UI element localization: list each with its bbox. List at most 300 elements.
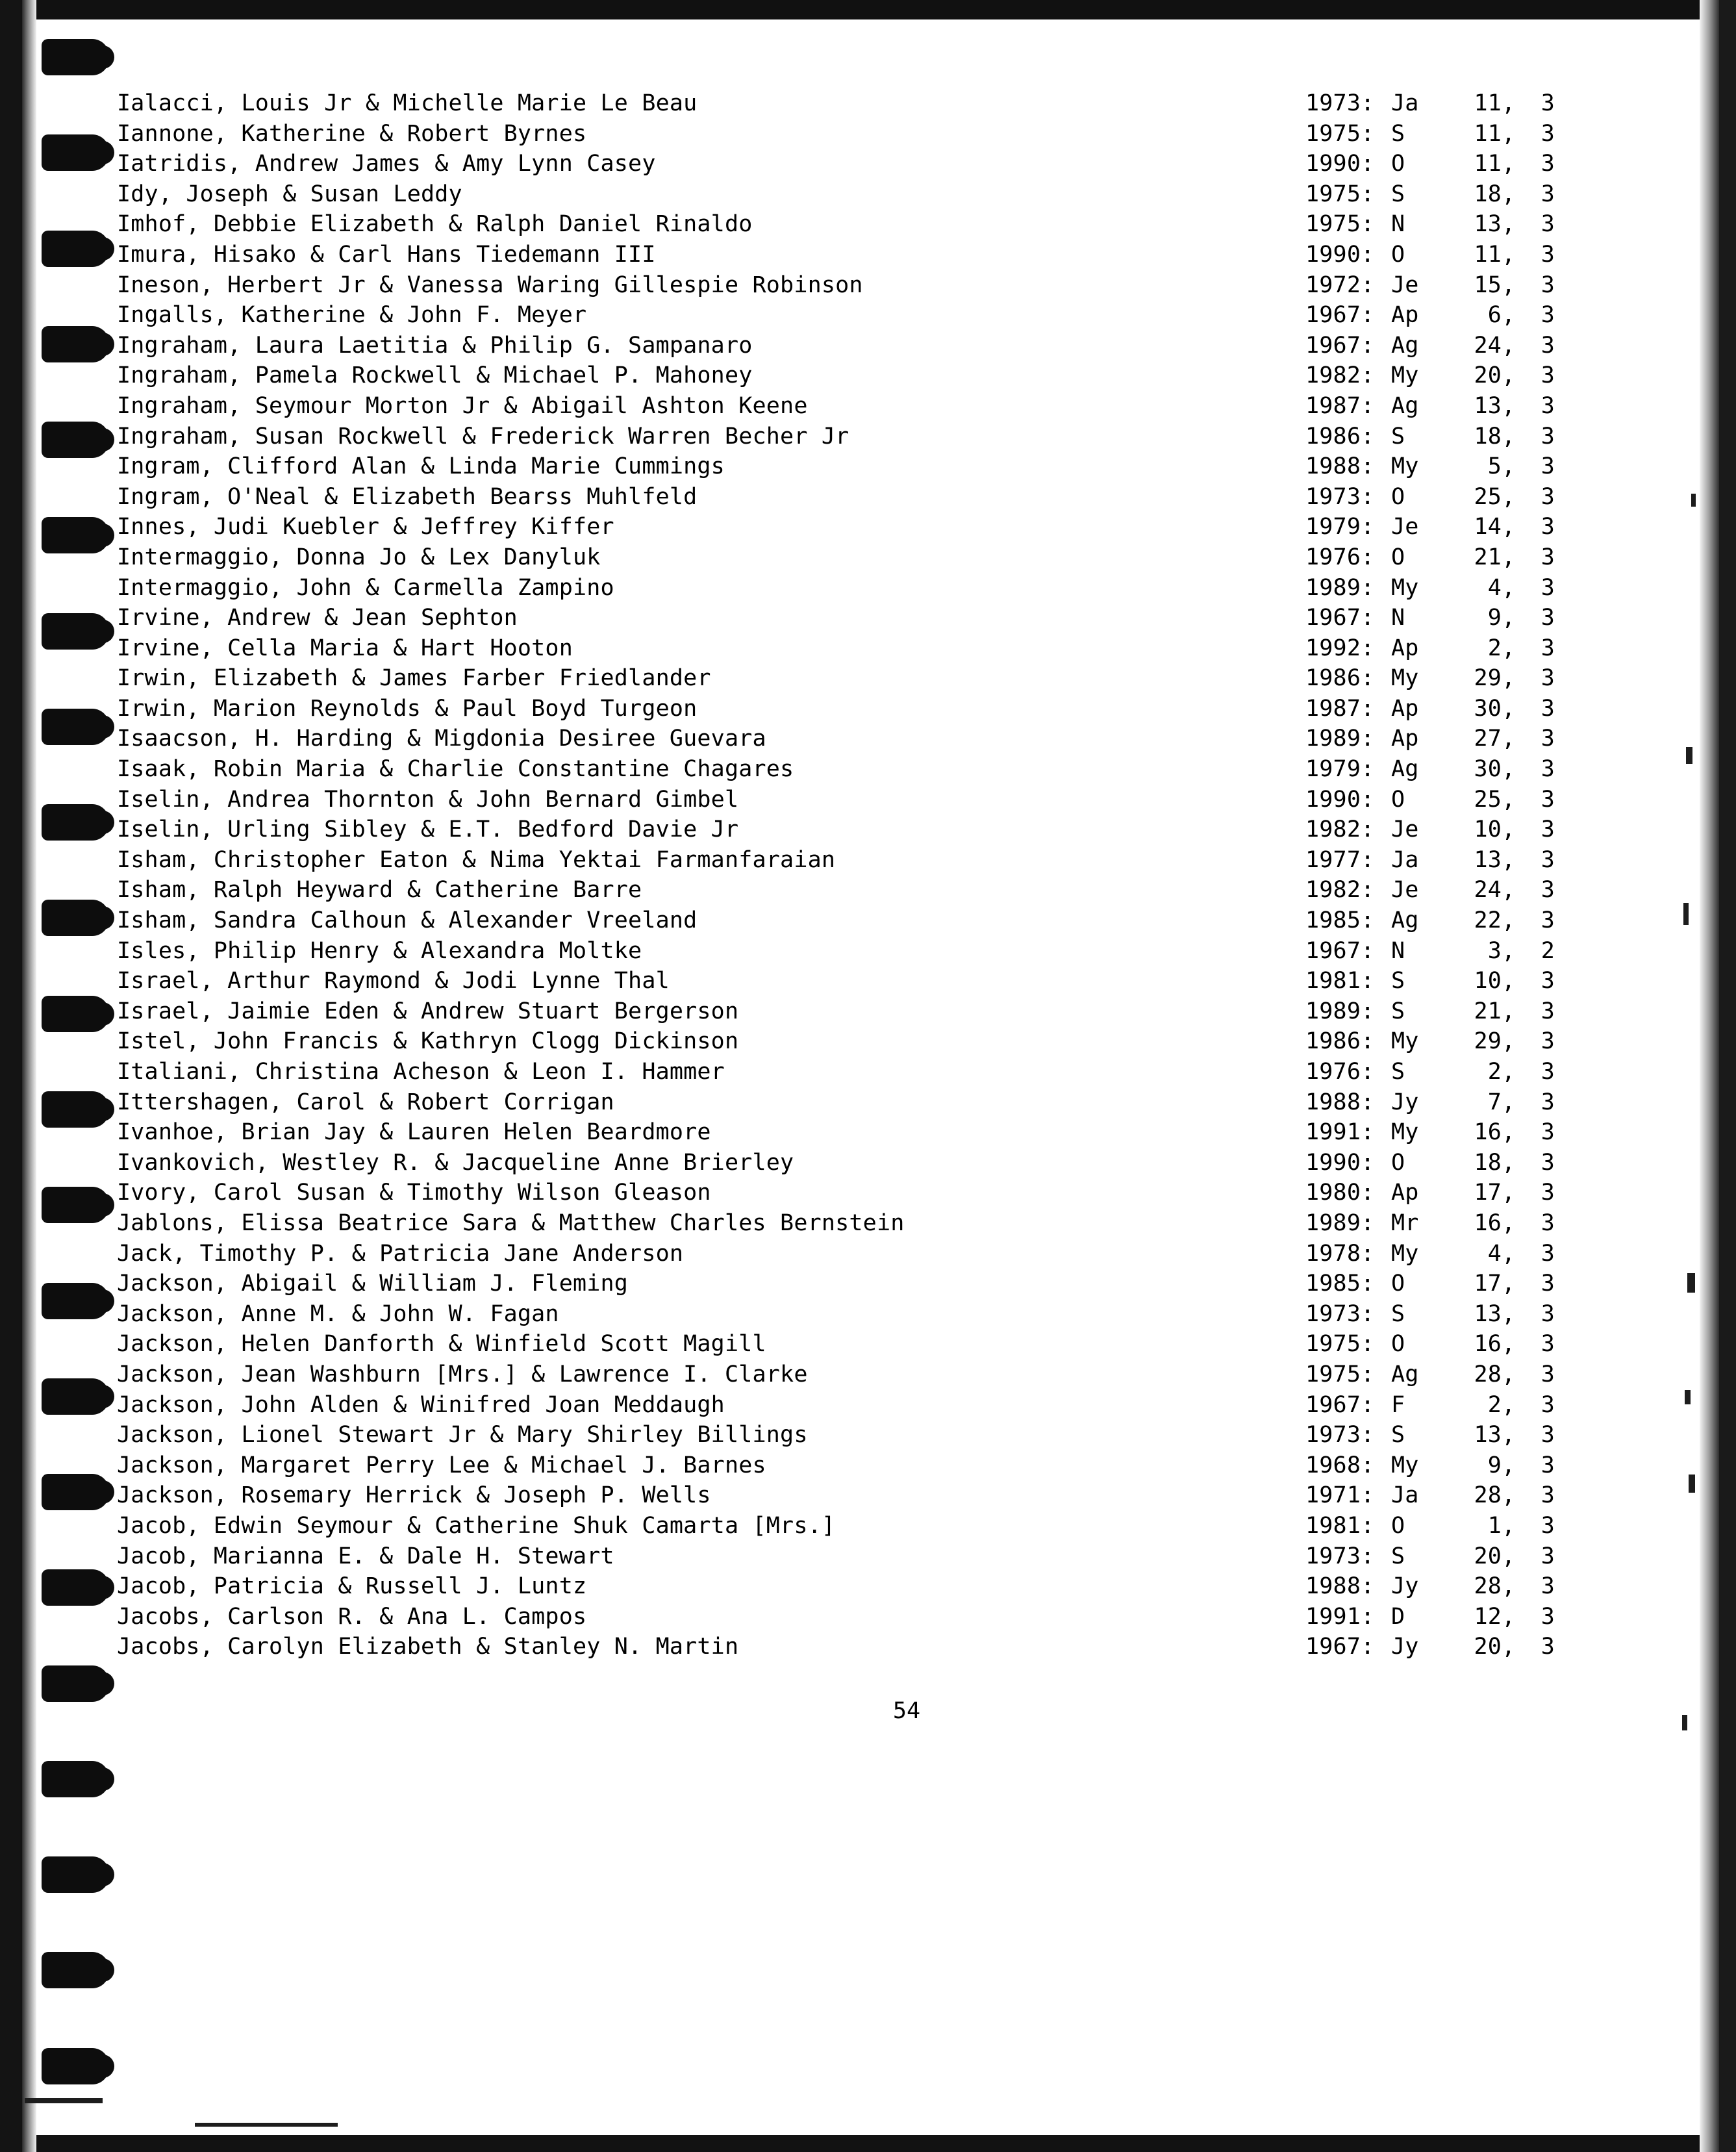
- entry-year: 1988:: [1305, 1573, 1375, 1600]
- entry-name: Imura, Hisako & Carl Hans Tiedemann III: [117, 241, 656, 268]
- entry-separator: ,: [1502, 272, 1516, 298]
- entry-name: Irwin, Marion Reynolds & Paul Boyd Turgeon: [117, 695, 698, 722]
- entry-separator: ,: [1502, 877, 1516, 904]
- entry-name: Jacob, Marianna E. & Dale H. Stewart: [117, 1543, 614, 1569]
- entry-month: Je: [1391, 272, 1419, 298]
- entry-month: My: [1391, 1119, 1419, 1146]
- index-entry-row: [117, 149, 1689, 179]
- entry-month: Ag: [1391, 1361, 1419, 1387]
- entry-year: 1987:: [1305, 695, 1375, 722]
- entry-name: Isaak, Robin Maria & Charlie Constantine Chagares: [117, 756, 794, 783]
- index-entry-row: [117, 391, 1689, 422]
- entry-year: 1972:: [1305, 272, 1375, 298]
- entry-separator: ,: [1502, 1603, 1516, 1630]
- scan-edge-top: [0, 0, 1736, 19]
- entry-separator: ,: [1502, 1331, 1516, 1358]
- scan-speck: [1682, 1715, 1687, 1730]
- binding-hole: [42, 996, 109, 1032]
- entry-year: 1990:: [1305, 241, 1375, 268]
- entry-name: Isles, Philip Henry & Alexandra Moltke: [117, 937, 642, 964]
- entry-separator: ,: [1502, 1271, 1516, 1297]
- entry-month: O: [1391, 1149, 1405, 1176]
- entry-separator: ,: [1502, 635, 1516, 661]
- entry-volume: 3: [1541, 1331, 1555, 1358]
- entry-day: 22: [1474, 907, 1502, 934]
- entry-separator: ,: [1502, 362, 1516, 389]
- scan-speck: [195, 2123, 338, 2127]
- entry-month: N: [1391, 211, 1405, 238]
- entry-separator: ,: [1502, 756, 1516, 783]
- entry-separator: ,: [1502, 605, 1516, 631]
- scan-speck: [1686, 747, 1692, 764]
- entry-month: Ja: [1391, 1482, 1419, 1509]
- entry-volume: 3: [1541, 211, 1555, 238]
- entry-volume: 3: [1541, 272, 1555, 298]
- entry-year: 1982:: [1305, 362, 1375, 389]
- entry-separator: ,: [1502, 514, 1516, 540]
- entry-year: 1986:: [1305, 423, 1375, 449]
- entry-day: 13: [1474, 1300, 1502, 1327]
- entry-year: 1989:: [1305, 998, 1375, 1024]
- entry-day: 13: [1474, 211, 1502, 238]
- index-entry-row: [117, 694, 1689, 724]
- entry-volume: 3: [1541, 998, 1555, 1024]
- entry-day: 5: [1487, 453, 1502, 480]
- index-entry-row: [117, 1480, 1689, 1511]
- entry-name: Ivanhoe, Brian Jay & Lauren Helen Beardmore: [117, 1119, 711, 1146]
- entry-day: 11: [1474, 120, 1502, 147]
- entry-day: 28: [1474, 1573, 1502, 1600]
- index-entry-row: [117, 1329, 1689, 1360]
- entry-name: Jacobs, Carolyn Elizabeth & Stanley N. Martin: [117, 1634, 739, 1660]
- entry-year: 1986:: [1305, 665, 1375, 692]
- entry-volume: 3: [1541, 1634, 1555, 1660]
- entry-month: S: [1391, 1543, 1405, 1569]
- entry-name: Jackson, Abigail & William J. Fleming: [117, 1271, 629, 1297]
- entry-separator: ,: [1502, 392, 1516, 419]
- binding-hole: [42, 1378, 109, 1415]
- entry-name: Jacob, Edwin Seymour & Catherine Shuk Camarta [Mrs.]: [117, 1512, 836, 1539]
- scan-speck: [1683, 903, 1689, 925]
- entry-volume: 3: [1541, 1422, 1555, 1449]
- entry-month: Mr: [1391, 1209, 1419, 1236]
- entry-separator: ,: [1502, 1149, 1516, 1176]
- entry-volume: 3: [1541, 968, 1555, 994]
- entry-year: 1967:: [1305, 332, 1375, 359]
- entry-year: 1975:: [1305, 1331, 1375, 1358]
- entry-month: My: [1391, 362, 1419, 389]
- entry-month: Ag: [1391, 392, 1419, 419]
- entry-day: 25: [1474, 786, 1502, 813]
- entry-name: Intermaggio, Donna Jo & Lex Danyluk: [117, 544, 601, 570]
- entry-volume: 3: [1541, 665, 1555, 692]
- entry-volume: 3: [1541, 90, 1555, 116]
- entry-volume: 3: [1541, 151, 1555, 177]
- entry-year: 1990:: [1305, 786, 1375, 813]
- entry-month: Ag: [1391, 332, 1419, 359]
- entry-volume: 3: [1541, 1119, 1555, 1146]
- entry-month: Ap: [1391, 726, 1419, 752]
- entry-name: Ingram, O'Neal & Elizabeth Bearss Muhlfeld: [117, 483, 698, 510]
- entry-name: Jackson, Margaret Perry Lee & Michael J. Barnes: [117, 1452, 766, 1478]
- entry-name: Imhof, Debbie Elizabeth & Ralph Daniel Rinaldo: [117, 211, 753, 238]
- entry-name: Irvine, Cella Maria & Hart Hooton: [117, 635, 573, 661]
- index-entry-row: [117, 996, 1689, 1027]
- entry-month: My: [1391, 453, 1419, 480]
- entry-day: 13: [1474, 392, 1502, 419]
- binding-hole: [42, 613, 109, 650]
- entry-name: Jackson, Rosemary Herrick & Joseph P. Wells: [117, 1482, 711, 1509]
- entry-volume: 3: [1541, 1271, 1555, 1297]
- entry-day: 2: [1487, 1391, 1502, 1418]
- index-entry-row: [117, 482, 1689, 513]
- entry-separator: ,: [1502, 1452, 1516, 1478]
- entry-month: Je: [1391, 816, 1419, 843]
- entry-separator: ,: [1502, 574, 1516, 601]
- entry-year: 1968:: [1305, 1452, 1375, 1478]
- entry-month: Ap: [1391, 695, 1419, 722]
- binding-hole: [42, 1283, 109, 1319]
- entry-name: Jackson, Lionel Stewart Jr & Mary Shirley Billings: [117, 1422, 808, 1449]
- entry-name: Idy, Joseph & Susan Leddy: [117, 181, 462, 207]
- binding-hole: [42, 1952, 109, 1988]
- entry-volume: 3: [1541, 786, 1555, 813]
- entry-separator: ,: [1502, 1180, 1516, 1206]
- entry-day: 2: [1487, 635, 1502, 661]
- entry-volume: 3: [1541, 1512, 1555, 1539]
- entry-name: Jackson, Jean Washburn [Mrs.] & Lawrence I. Clarke: [117, 1361, 808, 1387]
- entry-year: 1989:: [1305, 574, 1375, 601]
- entry-year: 1982:: [1305, 877, 1375, 904]
- entry-day: 10: [1474, 968, 1502, 994]
- entry-day: 16: [1474, 1331, 1502, 1358]
- entry-day: 20: [1474, 362, 1502, 389]
- entry-separator: ,: [1502, 1361, 1516, 1387]
- entry-volume: 3: [1541, 756, 1555, 783]
- entry-day: 13: [1474, 846, 1502, 873]
- entry-year: 1979:: [1305, 756, 1375, 783]
- entry-year: 1967:: [1305, 1634, 1375, 1660]
- entry-volume: 3: [1541, 1180, 1555, 1206]
- entry-month: O: [1391, 241, 1405, 268]
- entry-name: Jacobs, Carlson R. & Ana L. Campos: [117, 1603, 587, 1630]
- entry-name: Ivory, Carol Susan & Timothy Wilson Gleason: [117, 1180, 711, 1206]
- entry-month: N: [1391, 937, 1405, 964]
- entry-volume: 3: [1541, 726, 1555, 752]
- index-entry-row: [117, 1632, 1689, 1662]
- entry-month: O: [1391, 483, 1405, 510]
- entry-month: O: [1391, 1331, 1405, 1358]
- entry-name: Ialacci, Louis Jr & Michelle Marie Le Beau: [117, 90, 698, 116]
- entry-name: Ingraham, Laura Laetitia & Philip G. Sampanaro: [117, 332, 753, 359]
- entry-day: 11: [1474, 151, 1502, 177]
- entry-month: O: [1391, 151, 1405, 177]
- entry-name: Irwin, Elizabeth & James Farber Friedlander: [117, 665, 711, 692]
- entry-separator: ,: [1502, 786, 1516, 813]
- entry-volume: 3: [1541, 574, 1555, 601]
- entry-volume: 3: [1541, 1603, 1555, 1630]
- entry-name: Ittershagen, Carol & Robert Corrigan: [117, 1089, 614, 1115]
- index-entry-row: [117, 603, 1689, 633]
- entry-month: S: [1391, 181, 1405, 207]
- entry-month: Ag: [1391, 756, 1419, 783]
- entry-volume: 3: [1541, 453, 1555, 480]
- entry-volume: 3: [1541, 1089, 1555, 1115]
- entry-separator: ,: [1502, 1028, 1516, 1055]
- entry-separator: ,: [1502, 453, 1516, 480]
- entry-day: 1: [1487, 1512, 1502, 1539]
- entry-separator: ,: [1502, 423, 1516, 449]
- entry-day: 15: [1474, 272, 1502, 298]
- entry-name: Ingram, Clifford Alan & Linda Marie Cummings: [117, 453, 725, 480]
- scan-speck: [1687, 1273, 1695, 1293]
- entry-day: 16: [1474, 1209, 1502, 1236]
- entry-day: 14: [1474, 514, 1502, 540]
- index-entry-row: [117, 361, 1689, 391]
- entry-name: Iatridis, Andrew James & Amy Lynn Casey: [117, 151, 656, 177]
- entry-separator: ,: [1502, 937, 1516, 964]
- entry-month: D: [1391, 1603, 1405, 1630]
- entry-day: 11: [1474, 241, 1502, 268]
- entry-month: S: [1391, 120, 1405, 147]
- entry-day: 29: [1474, 665, 1502, 692]
- entry-month: Ap: [1391, 302, 1419, 329]
- entry-year: 1985:: [1305, 1271, 1375, 1297]
- index-entry-row: [117, 1511, 1689, 1541]
- index-entry-row: [117, 240, 1689, 270]
- entry-separator: ,: [1502, 1512, 1516, 1539]
- entry-volume: 3: [1541, 1149, 1555, 1176]
- entry-year: 1978:: [1305, 1240, 1375, 1267]
- binding-hole: [42, 517, 109, 553]
- entry-volume: 3: [1541, 1028, 1555, 1055]
- entry-year: 1973:: [1305, 90, 1375, 116]
- entry-name: Iselin, Andrea Thornton & John Bernard Gimbel: [117, 786, 739, 813]
- index-entry-row: [117, 785, 1689, 815]
- entry-day: 18: [1474, 1149, 1502, 1176]
- entry-month: S: [1391, 1300, 1405, 1327]
- entry-separator: ,: [1502, 483, 1516, 510]
- scan-speck: [1691, 494, 1696, 507]
- entry-separator: ,: [1502, 544, 1516, 570]
- entry-name: Jackson, John Alden & Winifred Joan Meddaugh: [117, 1391, 725, 1418]
- entry-day: 9: [1487, 1452, 1502, 1478]
- entry-volume: 3: [1541, 635, 1555, 661]
- index-entry-row: [117, 724, 1689, 754]
- index-entry-row: [117, 270, 1689, 301]
- entry-name: Innes, Judi Kuebler & Jeffrey Kiffer: [117, 514, 614, 540]
- binding-hole: [42, 1474, 109, 1510]
- entry-volume: 3: [1541, 877, 1555, 904]
- index-entry-row: [117, 1360, 1689, 1390]
- entry-volume: 3: [1541, 241, 1555, 268]
- binding-hole: [42, 804, 109, 841]
- entry-volume: 3: [1541, 1059, 1555, 1085]
- entry-day: 12: [1474, 1603, 1502, 1630]
- entry-year: 1973:: [1305, 1543, 1375, 1569]
- entry-day: 24: [1474, 332, 1502, 359]
- entry-year: 1975:: [1305, 211, 1375, 238]
- index-entry-row: [117, 1269, 1689, 1299]
- marriage-index-list: [117, 88, 1689, 1662]
- entry-separator: ,: [1502, 1089, 1516, 1115]
- binding-hole: [42, 1187, 109, 1223]
- entry-volume: 3: [1541, 423, 1555, 449]
- entry-month: Jy: [1391, 1573, 1419, 1600]
- entry-month: Je: [1391, 514, 1419, 540]
- entry-separator: ,: [1502, 1059, 1516, 1085]
- binding-hole: [42, 1569, 109, 1606]
- index-entry-row: [117, 1450, 1689, 1481]
- entry-month: Jy: [1391, 1089, 1419, 1115]
- entry-month: F: [1391, 1391, 1405, 1418]
- entry-day: 6: [1487, 302, 1502, 329]
- entry-separator: ,: [1502, 1119, 1516, 1146]
- index-entry-row: [117, 1178, 1689, 1208]
- entry-day: 10: [1474, 816, 1502, 843]
- index-entry-row: [117, 875, 1689, 905]
- entry-month: My: [1391, 1240, 1419, 1267]
- entry-volume: 3: [1541, 1573, 1555, 1600]
- entry-year: 1990:: [1305, 1149, 1375, 1176]
- scan-edge-left: [0, 0, 22, 2152]
- entry-month: N: [1391, 605, 1405, 631]
- entry-separator: ,: [1502, 1391, 1516, 1418]
- entry-month: Ag: [1391, 907, 1419, 934]
- entry-name: Ingraham, Susan Rockwell & Frederick Warren Becher Jr: [117, 423, 849, 449]
- entry-separator: ,: [1502, 181, 1516, 207]
- index-entry-row: [117, 905, 1689, 936]
- index-entry-row: [117, 1148, 1689, 1178]
- entry-year: 1967:: [1305, 302, 1375, 329]
- binding-hole: [42, 231, 109, 267]
- entry-month: Ap: [1391, 635, 1419, 661]
- entry-year: 1973:: [1305, 1300, 1375, 1327]
- entry-name: Irvine, Andrew & Jean Sephton: [117, 605, 518, 631]
- index-entry-row: [117, 1239, 1689, 1269]
- entry-month: S: [1391, 1059, 1405, 1085]
- index-entry-row: [117, 422, 1689, 452]
- index-entry-row: [117, 209, 1689, 240]
- entry-year: 1976:: [1305, 1059, 1375, 1085]
- scan-shadow-right: [1700, 0, 1719, 2152]
- entry-volume: 3: [1541, 1209, 1555, 1236]
- entry-volume: 3: [1541, 181, 1555, 207]
- entry-month: My: [1391, 665, 1419, 692]
- entry-day: 3: [1487, 937, 1502, 964]
- entry-month: Ja: [1391, 90, 1419, 116]
- entry-month: O: [1391, 1271, 1405, 1297]
- binding-hole: [42, 2048, 109, 2084]
- scan-speck: [1685, 1390, 1691, 1404]
- entry-separator: ,: [1502, 302, 1516, 329]
- entry-volume: 3: [1541, 605, 1555, 631]
- entry-year: 1991:: [1305, 1603, 1375, 1630]
- entry-day: 30: [1474, 695, 1502, 722]
- scan-speck: [25, 2098, 103, 2103]
- entry-volume: 3: [1541, 362, 1555, 389]
- entry-month: My: [1391, 1452, 1419, 1478]
- entry-day: 11: [1474, 90, 1502, 116]
- index-entry-row: [117, 119, 1689, 149]
- entry-day: 17: [1474, 1180, 1502, 1206]
- entry-volume: 3: [1541, 120, 1555, 147]
- entry-year: 1977:: [1305, 846, 1375, 873]
- index-entry-row: [117, 1057, 1689, 1087]
- index-entry-row: [117, 1117, 1689, 1148]
- entry-day: 28: [1474, 1482, 1502, 1509]
- entry-day: 16: [1474, 1119, 1502, 1146]
- entry-name: Jablons, Elissa Beatrice Sara & Matthew Charles Bernstein: [117, 1209, 905, 1236]
- scan-shadow-left: [22, 0, 36, 2152]
- index-entry-row: [117, 966, 1689, 996]
- entry-volume: 3: [1541, 695, 1555, 722]
- entry-name: Isham, Ralph Heyward & Catherine Barre: [117, 877, 642, 904]
- entry-separator: ,: [1502, 998, 1516, 1024]
- entry-name: Ingraham, Seymour Morton Jr & Abigail Ashton Keene: [117, 392, 808, 419]
- index-entry-row: [117, 542, 1689, 573]
- entry-day: 20: [1474, 1634, 1502, 1660]
- entry-separator: ,: [1502, 695, 1516, 722]
- entry-separator: ,: [1502, 90, 1516, 116]
- entry-volume: 2: [1541, 937, 1555, 964]
- index-entry-row: [117, 845, 1689, 876]
- entry-name: Israel, Arthur Raymond & Jodi Lynne Thal: [117, 968, 670, 994]
- entry-name: Iannone, Katherine & Robert Byrnes: [117, 120, 587, 147]
- entry-year: 1982:: [1305, 816, 1375, 843]
- entry-year: 1975:: [1305, 181, 1375, 207]
- entry-month: O: [1391, 1512, 1405, 1539]
- entry-volume: 3: [1541, 1391, 1555, 1418]
- entry-name: Isaacson, H. Harding & Migdonia Desiree Guevara: [117, 726, 766, 752]
- entry-year: 1979:: [1305, 514, 1375, 540]
- index-entry-row: [117, 451, 1689, 482]
- entry-month: Ja: [1391, 846, 1419, 873]
- entry-year: 1976:: [1305, 544, 1375, 570]
- entry-month: Ap: [1391, 1180, 1419, 1206]
- index-entry-row: [117, 331, 1689, 361]
- entry-separator: ,: [1502, 846, 1516, 873]
- entry-volume: 3: [1541, 1482, 1555, 1509]
- spiral-binding-holes: [36, 22, 114, 2127]
- entry-day: 2: [1487, 1059, 1502, 1085]
- binding-hole: [42, 900, 109, 936]
- index-entry-row: [117, 1571, 1689, 1602]
- entry-day: 21: [1474, 544, 1502, 570]
- entry-separator: ,: [1502, 1634, 1516, 1660]
- binding-hole: [42, 709, 109, 745]
- entry-volume: 3: [1541, 1361, 1555, 1387]
- entry-month: O: [1391, 786, 1405, 813]
- index-entry-row: [117, 1087, 1689, 1118]
- entry-volume: 3: [1541, 1452, 1555, 1478]
- index-entry-row: [117, 633, 1689, 664]
- binding-hole: [42, 134, 109, 171]
- entry-name: Italiani, Christina Acheson & Leon I. Hammer: [117, 1059, 725, 1085]
- index-entry-row: [117, 1208, 1689, 1239]
- entry-day: 29: [1474, 1028, 1502, 1055]
- entry-separator: ,: [1502, 120, 1516, 147]
- entry-year: 1986:: [1305, 1028, 1375, 1055]
- entry-separator: ,: [1502, 1573, 1516, 1600]
- entry-volume: 3: [1541, 816, 1555, 843]
- page-number: 54: [892, 1698, 921, 1724]
- entry-month: S: [1391, 1422, 1405, 1449]
- entry-month: Jy: [1391, 1634, 1419, 1660]
- entry-separator: ,: [1502, 211, 1516, 238]
- index-entry-row: [117, 1390, 1689, 1421]
- binding-hole: [42, 1091, 109, 1128]
